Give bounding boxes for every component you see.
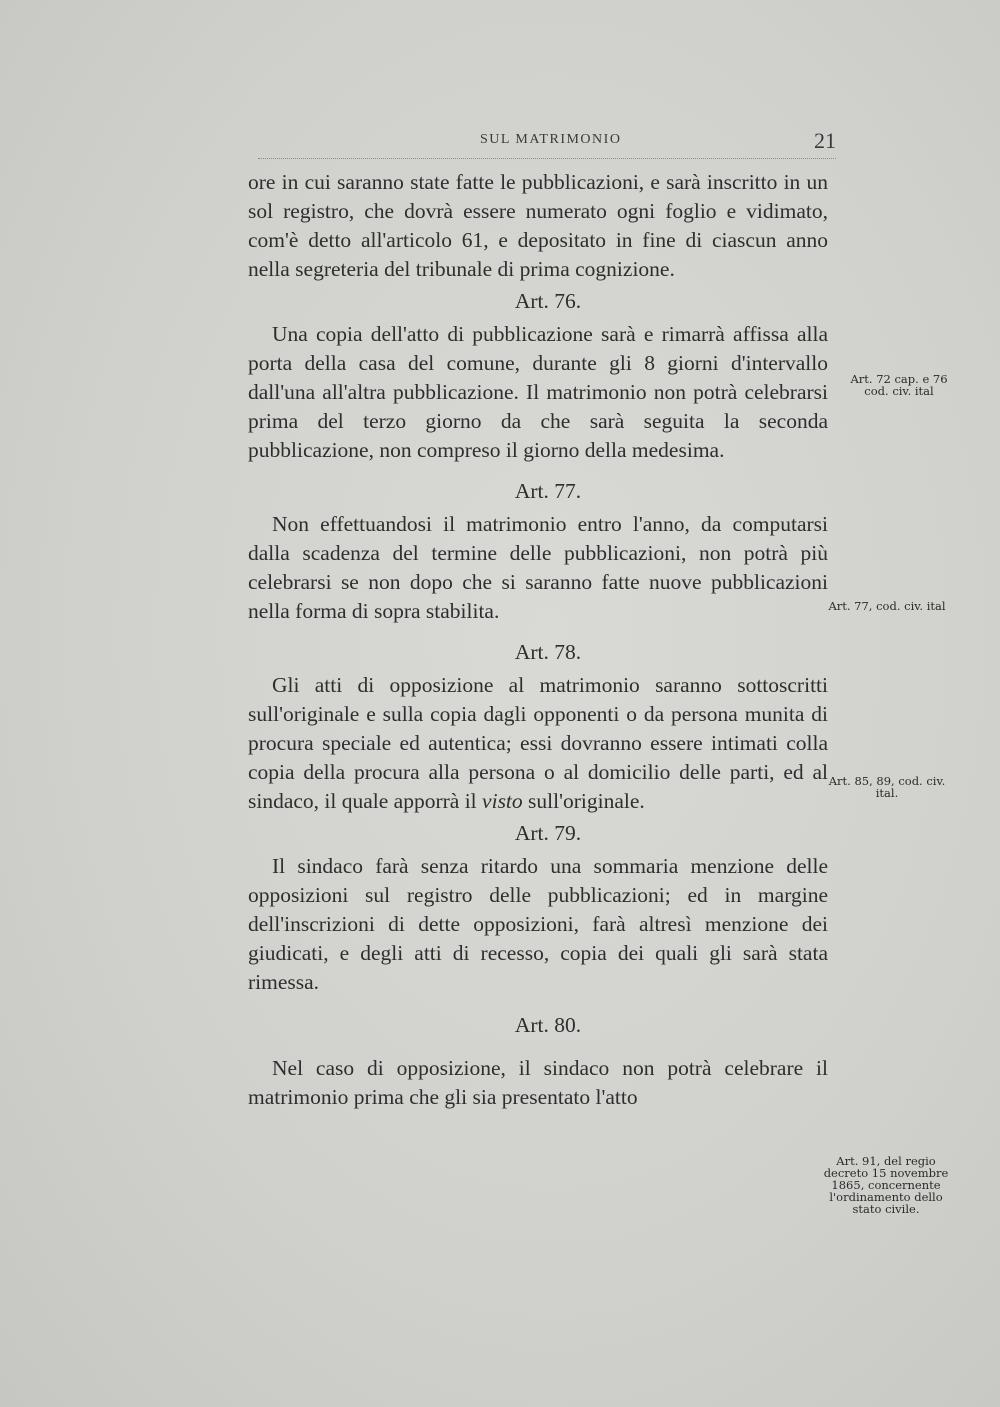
article-79-heading: Art. 79. (514, 821, 582, 845)
article-77-text: Non effettuandosi il matrimonio entro l'anno, da computarsi dalla scadenza del termine delle pubblicazioni, non potrà più celebrarsi se non dopo che si saranno fatte nuove pubblicazioni nella forma di sopra stabilita. (248, 512, 828, 623)
page-header (258, 128, 836, 159)
page-number: 21 (814, 128, 836, 153)
article-79-text: Il sindaco farà senza ritardo una sommaria menzione delle opposizioni sul registro delle pubblicazioni; ed in margine dell'inscrizioni di dette opposizioni, farà altresì menzione dei giudicati, e degli atti di recesso, copia dei quali gli sarà stata rimessa. (248, 854, 828, 994)
article-78-text-part2: sull'originale. (522, 789, 645, 813)
margin-note-art-76: Art. 72 cap. e 76 cod. civ. ital (850, 372, 948, 398)
running-title: SUL MATRIMONIO (480, 132, 622, 147)
continuation-paragraph: ore in cui saranno state fatte le pubblicazioni, e sarà inscritto in un sol registro, che dovrà essere numerato ogni foglio e vidimato, com'è detto all'articolo 61, e depositato in fine di ciascun anno nella segreteria del tribunale di prima cognizione. (248, 170, 828, 281)
margin-note-art-78: Art. 85, 89, cod. civ. ital. (828, 774, 946, 800)
article-77-heading: Art. 77. (514, 479, 582, 503)
article-78-text-part1: Gli atti di opposizione al matrimonio saranno sottoscritti sull'originale e sulla copia dagli opponenti o da persona munita di procura speciale ed autentica; essi dovranno essere intimati colla copia della procura alla persona o al domicilio delle parti, ed al sindaco, il quale apporrà il (248, 673, 828, 813)
article-78-heading: Art. 78. (514, 640, 582, 664)
article-78-italic-visto: visto (482, 789, 523, 813)
body-text (248, 168, 828, 1112)
margin-note-art-77: Art. 77, cod. civ. ital (828, 599, 946, 613)
article-76-heading: Art. 76. (514, 289, 582, 313)
article-78-text (248, 671, 828, 816)
article-80-text: Nel caso di opposizione, il sindaco non potrà celebrare il matrimonio prima che gli sia presentato l'atto (248, 1056, 828, 1109)
article-80-heading: Art. 80. (514, 1013, 582, 1037)
article-76-text: Una copia dell'atto di pubblicazione sarà e rimarrà affissa alla porta della casa del comune, durante gli 8 giorni d'intervallo dall'una all'altra pubblicazione. Il matrimonio non potrà celebrarsi prima del terzo giorno da che sarà seguita la seconda pubblicazione, non compreso il giorno della medesima. (248, 322, 828, 462)
margin-note-art-80: Art. 91, del regio decreto 15 novembre 1865, concernente l'ordinamento dello stato civile. (823, 1154, 949, 1216)
